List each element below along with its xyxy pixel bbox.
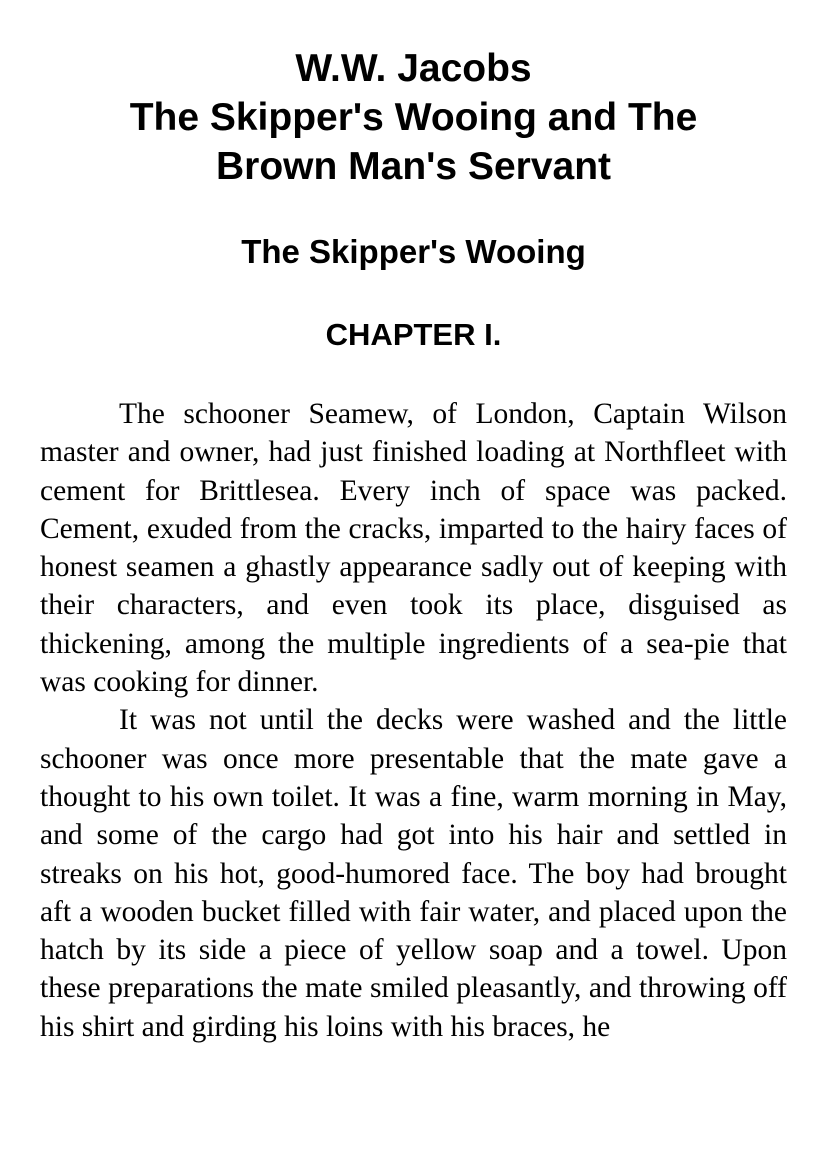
part-title: The Skipper's Wooing <box>241 233 586 270</box>
book-title-line-author: W.W. Jacobs <box>295 47 532 90</box>
book-title <box>0 44 827 191</box>
paragraph: The schooner Seamew, of London, Captain Wilson master and owner, had just finished loading at Northfleet with cement for Brittlesea. Every inch of space was packed. Cement, exuded from the cracks, imparted to the hairy faces of honest seamen a ghastly appearance sadly out of keeping with their characters, and even took its place, disguised as thickening, among the multiple ingredients of a sea-pie that was cooking for dinner. <box>40 398 787 699</box>
book-title-line-title: The Skipper's Wooing and The <box>129 96 698 139</box>
book-title-line-title-cont: Brown Man's Servant <box>215 145 612 188</box>
chapter-title: CHAPTER I. <box>325 317 502 352</box>
chapter-body <box>40 395 787 1046</box>
paragraph: It was not until the decks were washed and the little schooner was once more presentable that the mate gave a thought to his own toilet. It was a fine, warm morning in May, and some of the cargo had got into his hair and settled in streaks on his hot, good-humored face. The boy had brought aft a wooden bucket filled with fair water, and placed upon the hatch by its side a piece of yellow soap and a towel. Upon these preparations the mate smiled pleasantly, and throwing off his shirt and girding his loins with his braces, he <box>40 704 787 1043</box>
